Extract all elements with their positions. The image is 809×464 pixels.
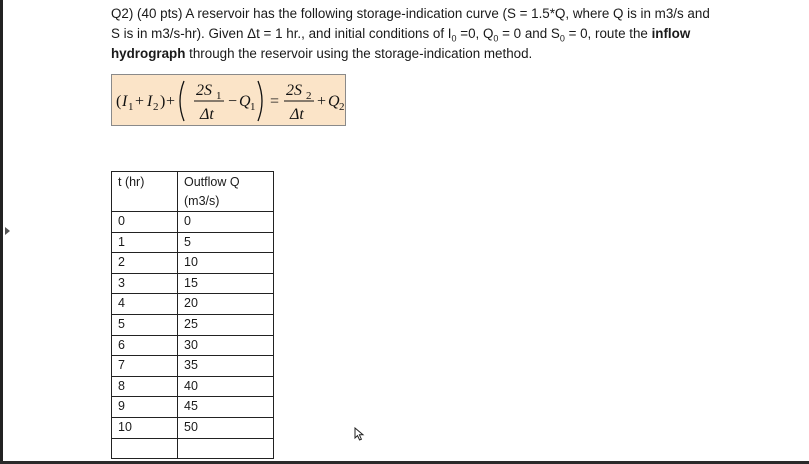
cell-outflow: [178, 438, 274, 459]
header-time: t (hr): [112, 172, 178, 212]
cell-outflow: 30: [178, 335, 274, 356]
cell-time: [112, 438, 178, 459]
cell-outflow: 45: [178, 397, 274, 418]
problem-line-2d: = 0, route the: [564, 26, 652, 41]
table-header-row: [112, 172, 274, 212]
bold-inflow: inflow: [651, 26, 691, 41]
problem-statement: [111, 4, 771, 64]
eq-open-paren: (: [116, 93, 122, 110]
storage-indication-equation: [111, 74, 346, 126]
cell-outflow: 10: [178, 253, 274, 274]
cell-outflow: 0: [178, 212, 274, 233]
problem-line-2a: S is in m3/s-hr). Given Δt = 1 hr., and initial conditions of I: [111, 26, 452, 41]
cell-outflow: 50: [178, 417, 274, 438]
eq-num2-sub: 2: [306, 90, 312, 102]
eq-close-paren: ): [160, 93, 166, 110]
table-row: [112, 397, 274, 418]
eq-den1: Δt: [200, 106, 214, 123]
problem-line-2b: =0, Q: [456, 26, 494, 41]
outflow-table: [111, 171, 274, 459]
header-outflow: Outflow Q (m3/s): [178, 172, 274, 212]
cell-time: 0: [112, 212, 178, 233]
subscript-s0: 0: [559, 33, 565, 44]
table-row: [112, 356, 274, 377]
equation-svg: [112, 75, 347, 127]
eq-i1-sub: 1: [128, 101, 134, 113]
eq-plus-2: +: [166, 93, 176, 110]
cell-outflow: 25: [178, 314, 274, 335]
cell-time: 10: [112, 417, 178, 438]
eq-plus-1: +: [135, 93, 145, 110]
window-left-edge: [0, 0, 3, 464]
table-row: [112, 232, 274, 253]
table-row: [112, 253, 274, 274]
subscript-q0: 0: [493, 33, 499, 44]
eq-big-close-paren: [258, 81, 262, 121]
eq-q1-sub: 1: [250, 101, 256, 113]
cell-time: 4: [112, 294, 178, 315]
cell-time: 9: [112, 397, 178, 418]
cell-time: 1: [112, 232, 178, 253]
cell-time: 3: [112, 273, 178, 294]
cell-outflow: 20: [178, 294, 274, 315]
table-row: [112, 335, 274, 356]
eq-i1: I: [122, 93, 128, 110]
eq-num1-sub: 1: [216, 90, 222, 102]
cell-outflow: 5: [178, 232, 274, 253]
eq-i2: I: [147, 93, 153, 110]
eq-q2: Q: [328, 93, 340, 110]
eq-num1: 2S: [196, 82, 212, 99]
table-row: [112, 417, 274, 438]
eq-equals: =: [270, 93, 280, 110]
problem-line-2c: = 0 and S: [498, 26, 560, 41]
expand-arrow-icon[interactable]: [5, 227, 10, 235]
cell-time: 8: [112, 376, 178, 397]
cell-time: 5: [112, 314, 178, 335]
cell-outflow: 40: [178, 376, 274, 397]
problem-line-3: through the reservoir using the storage-indication method.: [185, 46, 533, 61]
eq-i2-sub: 2: [153, 101, 159, 113]
cell-time: 7: [112, 356, 178, 377]
cell-outflow: 15: [178, 273, 274, 294]
eq-minus: −: [228, 93, 238, 110]
cell-time: 2: [112, 253, 178, 274]
cell-outflow: 35: [178, 356, 274, 377]
subscript-i0: 0: [451, 33, 457, 44]
table-row: [112, 212, 274, 233]
eq-den2: Δt: [290, 106, 304, 123]
eq-plus-3: +: [317, 93, 327, 110]
problem-line-1: Q2) (40 pts) A reservoir has the following storage-indication curve (S = 1.5*Q, where Q is in m3/s and: [111, 6, 710, 21]
table-row: [112, 294, 274, 315]
table-row-empty: [112, 438, 274, 459]
eq-q2-sub: 2: [339, 101, 345, 113]
eq-big-open-paren: [180, 81, 184, 121]
mouse-pointer-icon: [354, 427, 366, 441]
cell-time: 6: [112, 335, 178, 356]
eq-q1: Q: [239, 93, 251, 110]
eq-num2: 2S: [286, 82, 302, 99]
bold-hydrograph: hydrograph: [111, 46, 186, 61]
table-row: [112, 314, 274, 335]
table-row: [112, 376, 274, 397]
table-row: [112, 273, 274, 294]
